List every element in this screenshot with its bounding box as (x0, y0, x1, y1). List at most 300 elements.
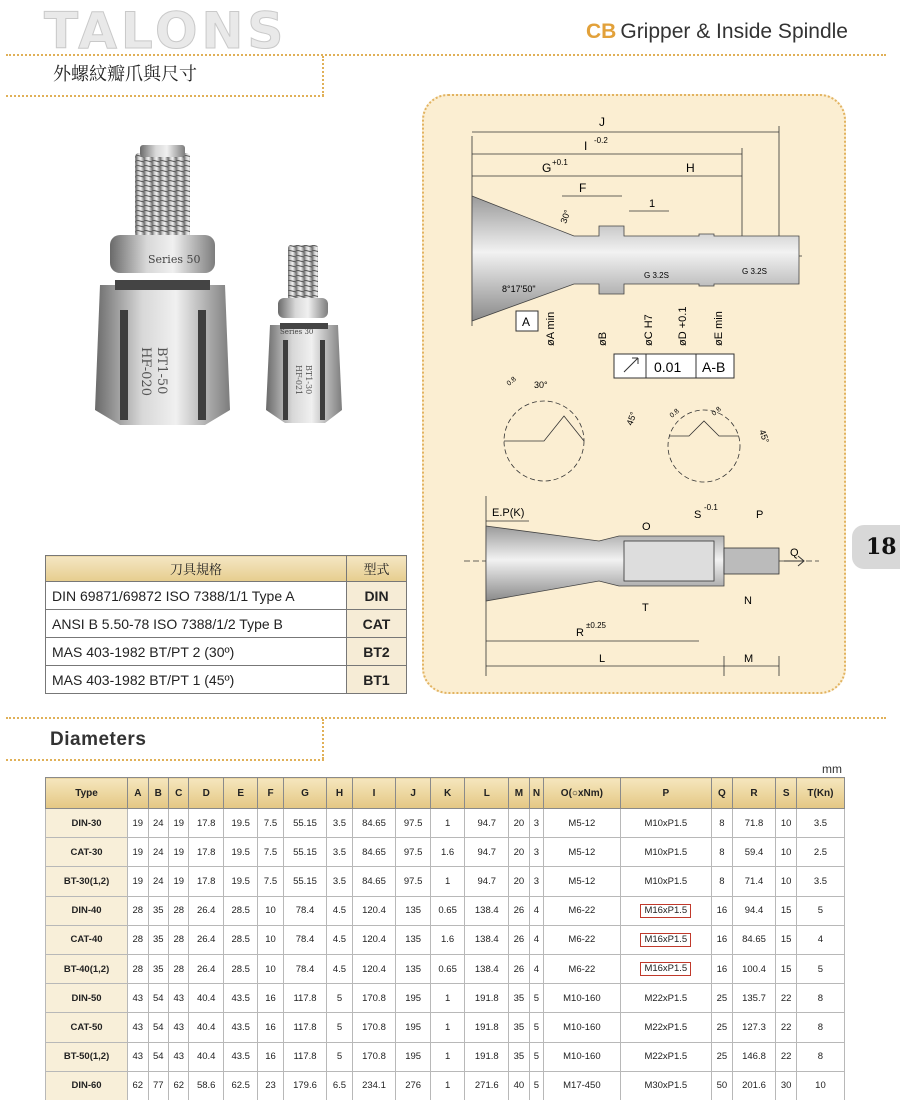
table-cell: 5 (529, 1042, 544, 1071)
table-cell: 8 (796, 1013, 844, 1042)
table-cell: 55.15 (283, 838, 327, 867)
table-cell: 201.6 (732, 1071, 776, 1100)
row-type-cell: BT-30(1,2) (46, 867, 128, 896)
table-cell: 19 (169, 809, 189, 838)
table-cell: 15 (776, 954, 796, 983)
table-cell: 50 (712, 1071, 732, 1100)
table-cell: 40.4 (189, 1013, 223, 1042)
table-cell: 55.15 (283, 809, 327, 838)
detail-views (504, 401, 740, 482)
detail-finish-3: 0.8 (710, 405, 723, 418)
table-cell: M6-22 (544, 954, 620, 983)
row-type-cell: DIN-30 (46, 809, 128, 838)
table-cell: 62 (169, 1071, 189, 1100)
section-divider (6, 717, 886, 719)
highlighted-thread-value: M16xP1.5 (640, 933, 691, 947)
highlighted-thread-value: M16xP1.5 (640, 904, 691, 918)
page-subtitle: 外螺紋瓣爪與尺寸 (53, 64, 197, 85)
table-row (46, 896, 845, 925)
table-cell: 170.8 (352, 1013, 396, 1042)
type-code-cell: BT1 (347, 666, 407, 694)
table-cell: 28.5 (223, 925, 257, 954)
table-cell: 100.4 (732, 954, 776, 983)
row-type-cell: DIN-60 (46, 1071, 128, 1100)
type-code-cell: CAT (347, 610, 407, 638)
table-cell: 15 (776, 896, 796, 925)
row-type-cell: BT-50(1,2) (46, 1042, 128, 1071)
technical-drawing (424, 96, 846, 694)
table-row (46, 1071, 845, 1100)
table-cell: 3.5 (796, 867, 844, 896)
table-cell: 26 (509, 896, 529, 925)
column-header-9: I (352, 778, 396, 809)
table-cell: 1 (430, 984, 464, 1013)
dim-N: N (744, 595, 752, 607)
large-series-label: Series 50 (148, 253, 201, 266)
dim-O: O (642, 521, 651, 533)
table-cell: 19.5 (223, 809, 257, 838)
table-cell: 43.5 (223, 1013, 257, 1042)
table-cell (620, 925, 712, 954)
table-cell: 170.8 (352, 1042, 396, 1071)
table-cell: M10xP1.5 (620, 838, 712, 867)
table-cell: 5 (529, 984, 544, 1013)
table-cell: 8 (712, 809, 732, 838)
table-cell: 3.5 (327, 867, 352, 896)
diameters-divider-vertical (322, 719, 324, 759)
table-cell: 28 (128, 954, 148, 983)
table-cell: 5 (327, 1042, 352, 1071)
table-cell: 10 (258, 925, 283, 954)
table-cell: 3 (529, 838, 544, 867)
table-cell: 28 (128, 896, 148, 925)
detail-finish-2: 0.8 (668, 407, 681, 420)
diameters-table (45, 777, 845, 1100)
table-cell: 17.8 (189, 809, 223, 838)
dim-I: I (584, 139, 588, 153)
table-cell: M6-22 (544, 925, 620, 954)
table-cell: 62.5 (223, 1071, 257, 1100)
table-cell: 22 (776, 984, 796, 1013)
table-cell: 7.5 (258, 809, 283, 838)
table-cell: 16 (712, 954, 732, 983)
table-cell: M5-12 (544, 809, 620, 838)
type-code-cell: DIN (347, 582, 407, 610)
table-cell: 8 (796, 984, 844, 1013)
small-gripper (266, 245, 342, 423)
spec-cell: DIN 69871/69872 ISO 7388/1/1 Type A (46, 582, 347, 610)
table-cell: 4 (796, 925, 844, 954)
spec-row (46, 638, 407, 666)
table-cell: 94.4 (732, 896, 776, 925)
table-cell: 191.8 (465, 1042, 509, 1071)
column-header-5: E (223, 778, 257, 809)
spec-cell: MAS 403-1982 BT/PT 2 (30º) (46, 638, 347, 666)
table-cell: 146.8 (732, 1042, 776, 1071)
table-cell: 28.5 (223, 954, 257, 983)
table-cell: 43 (128, 984, 148, 1013)
dim-F: F (579, 181, 587, 195)
dim-Q: Q (790, 547, 799, 559)
table-cell: 43 (128, 1042, 148, 1071)
product-prefix: CB (586, 20, 617, 43)
table-cell: 135 (396, 954, 430, 983)
tolerance-value: 0.01 (654, 359, 682, 375)
table-cell: 35 (509, 1013, 529, 1042)
table-cell: 35 (148, 925, 168, 954)
table-cell: 191.8 (465, 1013, 509, 1042)
type-header: 型式 (347, 556, 407, 582)
table-cell: 16 (258, 1013, 283, 1042)
row-type-cell: BT-40(1,2) (46, 954, 128, 983)
table-cell: 0.65 (430, 954, 464, 983)
table-cell: 78.4 (283, 954, 327, 983)
column-header-0: Type (46, 778, 128, 809)
table-cell: 8 (712, 867, 732, 896)
table-cell: 71.8 (732, 809, 776, 838)
table-cell: 7.5 (258, 838, 283, 867)
table-cell: M22xP1.5 (620, 1042, 712, 1071)
column-header-16: P (620, 778, 712, 809)
table-cell: 16 (258, 984, 283, 1013)
table-cell: 5 (796, 954, 844, 983)
table-cell: 43 (169, 1042, 189, 1071)
table-cell: 5 (796, 896, 844, 925)
diameters-title: Diameters (50, 729, 147, 750)
table-cell: 25 (712, 984, 732, 1013)
table-cell: 179.6 (283, 1071, 327, 1100)
table-cell: 22 (776, 1042, 796, 1071)
table-cell: M10-160 (544, 1042, 620, 1071)
large-engraving-2: HF-020 (138, 347, 153, 396)
table-cell: 4 (529, 896, 544, 925)
table-cell: 16 (712, 896, 732, 925)
table-cell: 16 (712, 925, 732, 954)
tolerance-ref: A-B (702, 359, 726, 375)
table-cell: 26 (509, 954, 529, 983)
table-cell: 138.4 (465, 896, 509, 925)
table-cell: 84.65 (352, 838, 396, 867)
spec-cell: MAS 403-1982 BT/PT 1 (45º) (46, 666, 347, 694)
table-cell: 40.4 (189, 1042, 223, 1071)
table-cell: 1 (430, 867, 464, 896)
column-header-12: L (465, 778, 509, 809)
table-cell: M10xP1.5 (620, 809, 712, 838)
table-cell: 1.6 (430, 925, 464, 954)
table-cell: 28.5 (223, 896, 257, 925)
table-cell: 120.4 (352, 925, 396, 954)
table-cell: M6-22 (544, 896, 620, 925)
table-cell: 25 (712, 1042, 732, 1071)
table-cell: 271.6 (465, 1071, 509, 1100)
table-cell: 26 (509, 925, 529, 954)
product-title-text: Gripper & Inside Spindle (620, 20, 848, 43)
table-cell: 97.5 (396, 838, 430, 867)
table-cell: 3.5 (327, 838, 352, 867)
table-cell: 234.1 (352, 1071, 396, 1100)
table-cell: 43 (128, 1013, 148, 1042)
dim-S: S (694, 509, 702, 521)
column-header-18: R (732, 778, 776, 809)
product-photo (80, 115, 380, 445)
table-cell: 62 (128, 1071, 148, 1100)
table-cell: 23 (258, 1071, 283, 1100)
table-cell: 28 (169, 896, 189, 925)
type-code-cell: BT2 (347, 638, 407, 666)
column-header-14: N (529, 778, 544, 809)
angle-30: 30° (558, 208, 573, 225)
table-cell: 4 (529, 954, 544, 983)
column-header-11: K (430, 778, 464, 809)
table-cell: 94.7 (465, 809, 509, 838)
table-cell: 71.4 (732, 867, 776, 896)
table-row (46, 1013, 845, 1042)
technical-drawing-panel (422, 94, 846, 694)
table-cell: 3 (529, 867, 544, 896)
table-cell: 43.5 (223, 1042, 257, 1071)
table-cell: M22xP1.5 (620, 1013, 712, 1042)
tool-spec-table (45, 555, 407, 694)
column-header-19: S (776, 778, 796, 809)
table-cell: 3.5 (796, 809, 844, 838)
table-cell: 24 (148, 838, 168, 867)
table-cell: 10 (776, 809, 796, 838)
table-cell: 35 (148, 896, 168, 925)
subtitle-divider (6, 95, 324, 97)
table-cell: 8 (712, 838, 732, 867)
dim-P: P (756, 509, 764, 521)
table-cell: 24 (148, 867, 168, 896)
column-header-7: G (283, 778, 327, 809)
table-row (46, 984, 845, 1013)
table-cell: 35 (509, 1042, 529, 1071)
table-cell: 19 (128, 838, 148, 867)
dim-C: øC H7 (643, 314, 655, 346)
table-cell: 5 (529, 1013, 544, 1042)
table-cell: 10 (776, 867, 796, 896)
dim-EPK: E.P(K) (492, 507, 525, 519)
table-cell: 120.4 (352, 954, 396, 983)
table-cell: 3.5 (327, 809, 352, 838)
table-cell: 40.4 (189, 984, 223, 1013)
row-type-cell: DIN-50 (46, 984, 128, 1013)
table-cell: M10xP1.5 (620, 867, 712, 896)
table-cell: 20 (509, 809, 529, 838)
dim-G: G (542, 161, 552, 175)
dim-B: øB (597, 331, 609, 346)
dim-R: R (576, 627, 584, 639)
table-cell: 2.5 (796, 838, 844, 867)
table-row (46, 925, 845, 954)
table-cell: 1 (430, 809, 464, 838)
spec-row (46, 582, 407, 610)
table-cell: M5-12 (544, 867, 620, 896)
table-cell: 120.4 (352, 896, 396, 925)
table-cell (620, 896, 712, 925)
spindle-shaft (472, 196, 799, 321)
table-cell: 84.65 (352, 809, 396, 838)
subtitle-divider-vertical (322, 56, 324, 96)
dim-L: L (599, 653, 606, 665)
table-cell: 135 (396, 925, 430, 954)
pull-stud (724, 548, 779, 574)
table-cell: M22xP1.5 (620, 984, 712, 1013)
table-cell: 191.8 (465, 984, 509, 1013)
table-cell: 54 (148, 984, 168, 1013)
brand-logo: TALONS (44, 2, 288, 60)
spec-row (46, 610, 407, 638)
table-cell: 19.5 (223, 867, 257, 896)
dim-D: øD +0.1 (677, 306, 689, 346)
table-cell: 117.8 (283, 1013, 327, 1042)
table-cell: 5 (529, 1071, 544, 1100)
detail-angle-45b: 45° (757, 428, 772, 445)
table-cell: 1 (430, 1042, 464, 1071)
table-cell: 5 (327, 1013, 352, 1042)
finish-1: G 3.2S (644, 271, 669, 280)
column-header-15: O(○xNm) (544, 778, 620, 809)
table-cell: 25 (712, 1013, 732, 1042)
table-cell: 40 (509, 1071, 529, 1100)
page-number-tab: 18 (852, 525, 900, 569)
diameters-header-row (46, 778, 845, 809)
table-cell: 1.6 (430, 838, 464, 867)
table-cell: 127.3 (732, 1013, 776, 1042)
table-cell: 1 (430, 1013, 464, 1042)
table-cell: 0.65 (430, 896, 464, 925)
table-cell: 5 (327, 984, 352, 1013)
table-cell: 170.8 (352, 984, 396, 1013)
table-cell: 3 (529, 809, 544, 838)
table-cell: 138.4 (465, 925, 509, 954)
column-header-20: T(Kn) (796, 778, 844, 809)
table-cell: 84.65 (732, 925, 776, 954)
table-cell: 24 (148, 809, 168, 838)
table-cell: 97.5 (396, 809, 430, 838)
header-divider (6, 54, 886, 56)
table-row (46, 954, 845, 983)
column-header-10: J (396, 778, 430, 809)
diameters-divider (6, 759, 324, 761)
table-row (46, 867, 845, 896)
table-cell: 26.4 (189, 954, 223, 983)
column-header-1: A (128, 778, 148, 809)
table-cell: 135 (396, 896, 430, 925)
large-engraving-1: BT1-50 (154, 347, 169, 395)
finish-2: G 3.2S (742, 267, 767, 276)
table-cell: 54 (148, 1042, 168, 1071)
table-cell: 28 (169, 925, 189, 954)
table-cell: 43 (169, 984, 189, 1013)
dim-A: øA min (545, 311, 557, 346)
table-cell: 20 (509, 867, 529, 896)
table-cell: 59.4 (732, 838, 776, 867)
small-series-label: Series 30 (280, 328, 314, 336)
diameters-body (46, 809, 845, 1100)
row-type-cell: DIN-40 (46, 896, 128, 925)
table-cell: 15 (776, 925, 796, 954)
detail-angle-30: 30° (534, 380, 548, 390)
table-cell: 6.5 (327, 1071, 352, 1100)
product-title (586, 20, 848, 44)
table-row (46, 809, 845, 838)
table-row (46, 1042, 845, 1071)
table-cell: 26.4 (189, 925, 223, 954)
table-cell: 78.4 (283, 896, 327, 925)
table-cell: 276 (396, 1071, 430, 1100)
dim-G-tol: +0.1 (552, 158, 568, 167)
table-cell: 1 (430, 1071, 464, 1100)
dim-J: J (599, 115, 605, 129)
table-cell: 54 (148, 1013, 168, 1042)
table-cell: M30xP1.5 (620, 1071, 712, 1100)
unit-label: mm (822, 762, 842, 776)
table-cell: 195 (396, 1042, 430, 1071)
table-cell: 117.8 (283, 1042, 327, 1071)
highlighted-thread-value: M16xP1.5 (640, 962, 691, 976)
table-cell: 4.5 (327, 954, 352, 983)
column-header-17: Q (712, 778, 732, 809)
table-cell: 138.4 (465, 954, 509, 983)
detail-angle-45a: 45° (624, 410, 639, 427)
dim-1: 1 (649, 198, 656, 210)
large-gripper (95, 145, 230, 425)
column-header-4: D (189, 778, 223, 809)
table-cell: 17.8 (189, 867, 223, 896)
table-cell: 30 (776, 1071, 796, 1100)
table-cell: M5-12 (544, 838, 620, 867)
row-type-cell: CAT-30 (46, 838, 128, 867)
spec-cell: ANSI B 5.50-78 ISO 7388/1/2 Type B (46, 610, 347, 638)
table-cell: 195 (396, 1013, 430, 1042)
dim-R-tol: ±0.25 (586, 621, 606, 630)
table-cell: 26.4 (189, 896, 223, 925)
table-cell: 77 (148, 1071, 168, 1100)
table-cell: 10 (796, 1071, 844, 1100)
dim-T: T (642, 602, 649, 614)
table-cell: 10 (776, 838, 796, 867)
dim-M: M (744, 653, 754, 665)
table-cell: 117.8 (283, 984, 327, 1013)
table-cell (620, 954, 712, 983)
table-cell: 28 (169, 954, 189, 983)
table-cell: 20 (509, 838, 529, 867)
table-cell: 8 (796, 1042, 844, 1071)
table-cell: 43 (169, 1013, 189, 1042)
table-cell: 4.5 (327, 896, 352, 925)
column-header-6: F (258, 778, 283, 809)
table-cell: 19 (169, 838, 189, 867)
table-cell: 19 (128, 867, 148, 896)
table-cell: 16 (258, 1042, 283, 1071)
table-cell: 4.5 (327, 925, 352, 954)
table-cell: M10-160 (544, 1013, 620, 1042)
row-type-cell: CAT-50 (46, 1013, 128, 1042)
angle-taper: 8°17'50" (502, 284, 536, 294)
spec-row (46, 666, 407, 694)
table-cell: 94.7 (465, 838, 509, 867)
table-cell: 19 (128, 809, 148, 838)
table-cell: 7.5 (258, 867, 283, 896)
table-cell: M17-450 (544, 1071, 620, 1100)
table-cell: 55.15 (283, 867, 327, 896)
table-cell: 58.6 (189, 1071, 223, 1100)
table-cell: 22 (776, 1013, 796, 1042)
spec-header: 刀具規格 (46, 556, 347, 582)
table-cell: 78.4 (283, 925, 327, 954)
table-cell: 10 (258, 896, 283, 925)
dim-S-tol: -0.1 (704, 503, 718, 512)
